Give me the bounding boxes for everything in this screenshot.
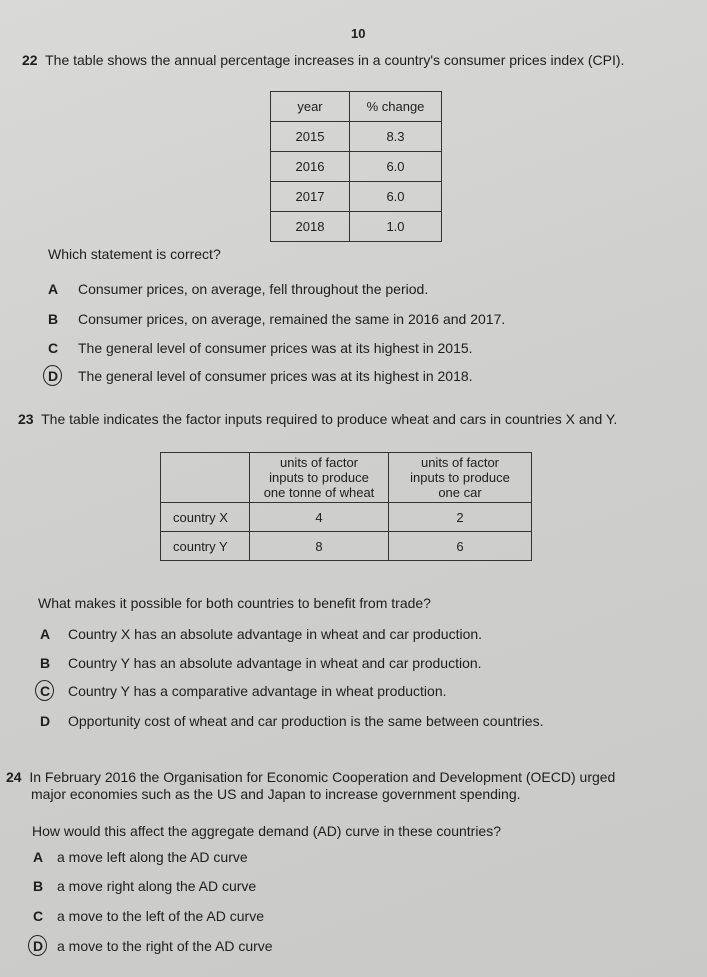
- option-letter: B: [40, 655, 51, 671]
- table-header: % change: [350, 92, 442, 122]
- option-letter: D: [33, 938, 44, 954]
- option-text: Country Y has a comparative advantage in wheat production.: [68, 683, 447, 699]
- option-letter: A: [33, 849, 44, 865]
- header-line: inputs to produce: [410, 470, 510, 485]
- option-text: Consumer prices, on average, fell throughout the period.: [78, 281, 429, 297]
- table-row: [161, 532, 532, 561]
- question-text: The table shows the annual percentage increases in a country's consumer prices index (CPI).: [45, 52, 625, 68]
- question-text-line2: major economies such as the US and Japan to increase government spending.: [31, 786, 521, 802]
- table-header: [250, 453, 389, 503]
- option-text: Opportunity cost of wheat and car production is the same between countries.: [68, 713, 544, 729]
- question-number: 22: [22, 52, 38, 68]
- header-line: one tonne of wheat: [263, 485, 375, 500]
- table-cell: 2016: [271, 152, 350, 182]
- table-header: year: [271, 92, 350, 122]
- table-cell: 6: [389, 532, 532, 561]
- page-number: 10: [351, 26, 366, 41]
- option-text: Country Y has an absolute advantage in wheat and car production.: [68, 655, 482, 671]
- header-line: units of factor: [420, 455, 500, 470]
- header-line: units of factor: [279, 455, 359, 470]
- table-row: [271, 212, 442, 242]
- option-letter: C: [40, 683, 51, 699]
- option-letter: D: [48, 368, 59, 384]
- question-24: [6, 769, 615, 785]
- option-letter: B: [33, 878, 44, 894]
- question-prompt: What makes it possible for both countries to benefit from trade?: [38, 595, 431, 611]
- option-letter: C: [48, 340, 59, 356]
- question-number: 24: [6, 769, 22, 785]
- question-number: 23: [18, 411, 34, 427]
- option-text: a move to the right of the AD curve: [57, 938, 273, 954]
- factor-inputs-table: [160, 452, 532, 561]
- table-cell: 2018: [271, 212, 350, 242]
- option-text: The general level of consumer prices was at its highest in 2018.: [78, 368, 473, 384]
- option-text: a move left along the AD curve: [57, 849, 248, 865]
- question-22: [22, 52, 624, 68]
- option-text: a move to the left of the AD curve: [57, 908, 264, 924]
- option-text: a move right along the AD curve: [57, 878, 257, 894]
- option-letter: C: [33, 908, 44, 924]
- table-cell: 6.0: [350, 182, 442, 212]
- table-cell: 8: [250, 532, 389, 561]
- cpi-table: [270, 91, 442, 242]
- table-cell: country Y: [161, 532, 250, 561]
- table-header-empty: [161, 453, 250, 503]
- table-row: [271, 122, 442, 152]
- option-letter: A: [48, 281, 59, 297]
- table-cell: country X: [161, 503, 250, 532]
- option-letter: B: [48, 311, 59, 327]
- option-letter: D: [40, 713, 51, 729]
- table-cell: 8.3: [350, 122, 442, 152]
- table-row: [271, 152, 442, 182]
- table-cell: 4: [250, 503, 389, 532]
- question-23: [18, 411, 617, 427]
- option-text: The general level of consumer prices was at its highest in 2015.: [78, 340, 473, 356]
- option-text: Consumer prices, on average, remained the same in 2016 and 2017.: [78, 311, 506, 327]
- question-prompt: Which statement is correct?: [48, 246, 221, 262]
- table-cell: 2017: [271, 182, 350, 212]
- header-line: inputs to produce: [269, 470, 369, 485]
- table-cell: 1.0: [350, 212, 442, 242]
- question-text: In February 2016 the Organisation for Economic Cooperation and Development (OECD) urged: [29, 769, 616, 785]
- table-cell: 2: [389, 503, 532, 532]
- option-letter: A: [40, 626, 51, 642]
- table-cell: 2015: [271, 122, 350, 152]
- question-prompt: How would this affect the aggregate demand (AD) curve in these countries?: [32, 823, 501, 839]
- table-row: [271, 182, 442, 212]
- table-row: [161, 503, 532, 532]
- header-line: one car: [438, 485, 482, 500]
- table-header: [389, 453, 532, 503]
- option-text: Country X has an absolute advantage in wheat and car production.: [68, 626, 483, 642]
- table-cell: 6.0: [350, 152, 442, 182]
- question-text: The table indicates the factor inputs required to produce wheat and cars in countries X and Y.: [41, 411, 618, 427]
